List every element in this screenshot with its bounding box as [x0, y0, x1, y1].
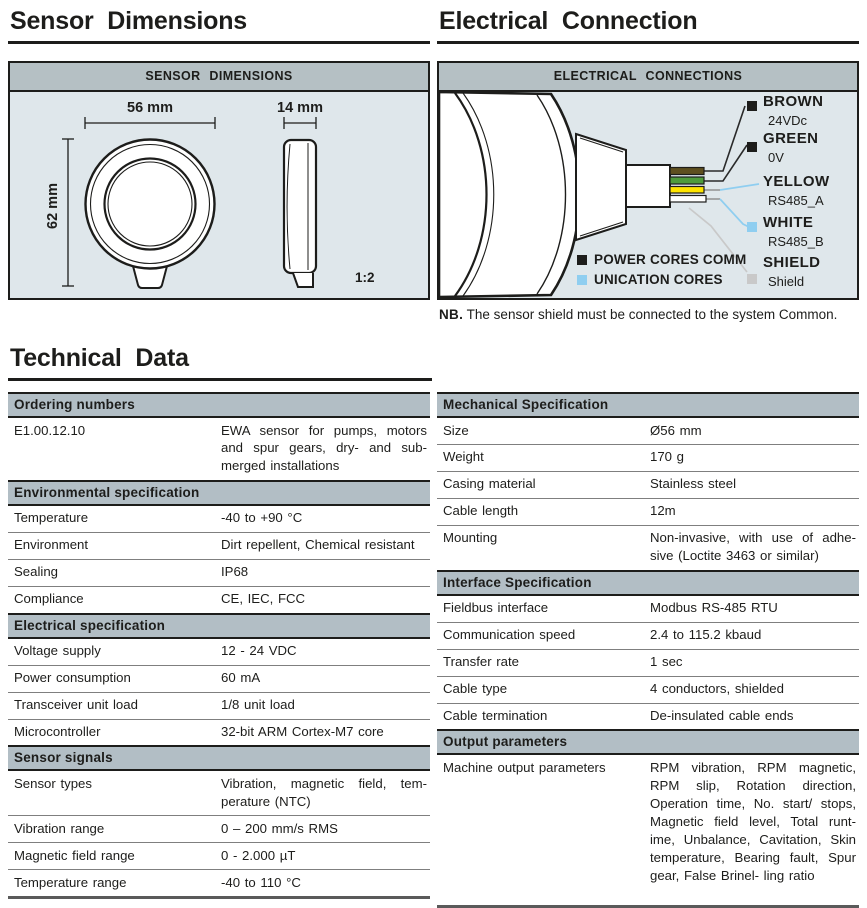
wire-label-green [763, 131, 855, 165]
spec-label: Weight [443, 449, 484, 465]
spec-section-header: Mechanical Specification [437, 392, 859, 418]
spec-value: 1/8 unit load [221, 697, 295, 713]
spec-value: 0 - 2.000 µT [221, 847, 296, 863]
spec-row [8, 842, 430, 869]
spec-row [437, 649, 859, 676]
spec-label: Temperature range [14, 874, 127, 890]
spec-row [437, 418, 859, 444]
wire-color-name: WHITE [763, 214, 814, 231]
spec-value: 0 – 200 mm/s RMS [221, 820, 338, 836]
spec-value: IP68 [221, 564, 249, 580]
spec-row [437, 703, 859, 730]
spec-value: 1 sec [650, 654, 683, 670]
shield-note-prefix: NB. [439, 307, 464, 322]
spec-row [8, 639, 430, 665]
sensor-dimensions-panel [8, 61, 430, 300]
dimension-width-label: 56 mm [127, 100, 173, 116]
wire-marker-square [747, 222, 757, 232]
spec-row [437, 525, 859, 570]
spec-value: 2.4 to 115.2 kbaud [650, 627, 762, 643]
legend-item [577, 272, 723, 287]
spec-label: Fieldbus interface [443, 600, 549, 616]
spec-row [8, 815, 430, 842]
shield-note-text: The sensor shield must be connected to the system Common. [466, 307, 838, 322]
spec-section-header: Output parameters [437, 729, 859, 755]
spec-section-header: Ordering numbers [8, 392, 430, 418]
spec-section-header: Sensor signals [8, 745, 430, 771]
wire-marker-square [747, 142, 757, 152]
sensor-dimensions-drawing [10, 92, 428, 298]
spec-row [437, 596, 859, 622]
spec-label: Mounting [443, 530, 498, 546]
spec-label: E1.00.12.10 [14, 422, 86, 438]
wire-marker-square [747, 101, 757, 111]
spec-value: RPM vibration, RPM magnetic, RPM slip, Rotation direction, Operation time, No. start/ stops, Magnetic field level, Total runt- ime, Unbalance, Cavitation, Skin temperature, Bearing fault, Spur gear, False Brinel- ling ratio [650, 759, 856, 883]
spec-row [8, 869, 430, 896]
spec-row [437, 622, 859, 649]
wire-color-name: SHIELD [763, 254, 821, 271]
wire-color-name: GREEN [763, 130, 819, 147]
wire-label-yellow [763, 174, 855, 208]
spec-label: Voltage supply [14, 643, 101, 659]
sensor-dimensions-column [8, 4, 430, 322]
electrical-connection-column [437, 4, 859, 322]
spec-row [8, 586, 430, 613]
spec-label: Cable type [443, 681, 508, 697]
spec-value: Dirt repellent, Chemical resistant [221, 537, 415, 553]
spec-value: CE, IEC, FCC [221, 591, 306, 607]
spec-row [8, 418, 430, 480]
spec-section-header: Environmental specification [8, 480, 430, 506]
spec-value: EWA sensor for pumps, motors and spur gears, dry- and sub- merged installations [221, 422, 427, 474]
spec-row [8, 665, 430, 692]
spec-label: Microcontroller [14, 724, 101, 740]
sensor-dimensions-heading: Sensor Dimensions [8, 4, 430, 44]
spec-section-header: Interface Specification [437, 570, 859, 596]
electrical-connections-panel-title: ELECTRICAL CONNECTIONS [439, 63, 857, 92]
spec-value: De-insulated cable ends [650, 708, 794, 724]
spec-row [8, 692, 430, 719]
spec-row [8, 506, 430, 532]
electrical-connections-drawing [439, 92, 857, 298]
wire-signal-name: RS485_A [768, 193, 824, 208]
legend-label: POWER CORES COMM [594, 252, 747, 267]
wire-marker-square [747, 274, 757, 284]
wire-color-name: BROWN [763, 93, 824, 110]
spec-row [437, 444, 859, 471]
spec-row [8, 532, 430, 559]
wire-color-name: YELLOW [763, 173, 830, 190]
spec-value: 12m [650, 503, 676, 519]
spec-row [8, 719, 430, 746]
spec-value: Non-invasive, with use of adhe- sive (Loctite 3463 or similar) [650, 530, 856, 564]
sensor-dimensions-panel-title: SENSOR DIMENSIONS [10, 63, 428, 92]
technical-data-heading: Technical Data [8, 341, 432, 381]
wire-signal-name: 24VDc [768, 113, 808, 128]
spec-value: -40 to +90 °C [221, 510, 303, 526]
spec-label: Vibration range [14, 820, 105, 836]
spec-label: Size [443, 422, 469, 438]
wire-label-brown [763, 94, 855, 128]
technical-data-section [8, 392, 859, 908]
spec-row [437, 676, 859, 703]
spec-label: Magnetic field range [14, 847, 135, 863]
legend-square-icon [577, 275, 587, 285]
technical-data-right-table [437, 392, 859, 908]
electrical-connections-panel [437, 61, 859, 300]
drawing-scale-label: 1:2 [355, 270, 375, 285]
spec-value: 4 conductors, shielded [650, 681, 784, 697]
electrical-connection-heading: Electrical Connection [437, 4, 859, 44]
sensor-drawing-graphic [10, 92, 428, 298]
spec-value: Ø56 mm [650, 422, 702, 438]
spec-value: Vibration, magnetic field, tem- perature (NTC) [221, 775, 427, 809]
spec-label: Cable length [443, 503, 519, 519]
spec-label: Cable termination [443, 708, 548, 724]
spec-label: Machine output parameters [443, 759, 606, 775]
dimension-thickness-label: 14 mm [277, 100, 323, 116]
wire-label-shield [763, 255, 855, 289]
spec-label: Temperature [14, 510, 89, 526]
legend-square-icon [577, 255, 587, 265]
spec-label: Casing material [443, 476, 536, 492]
spec-value: -40 to 110 °C [221, 874, 301, 890]
spec-label: Compliance [14, 591, 84, 607]
wire-signal-name: 0V [768, 150, 784, 165]
wire-signal-name: RS485_B [768, 234, 824, 249]
spec-row [437, 471, 859, 498]
spec-row [437, 498, 859, 525]
spec-row [437, 755, 859, 904]
shield-note [437, 307, 859, 322]
spec-label: Environment [14, 537, 89, 553]
spec-label: Transfer rate [443, 654, 519, 670]
spec-label: Sealing [14, 564, 58, 580]
top-section [8, 4, 859, 322]
spec-value: 170 g [650, 449, 685, 465]
spec-value: 12 - 24 VDC [221, 643, 297, 659]
spec-row [8, 771, 430, 815]
technical-data-left-table [8, 392, 430, 899]
spec-section-header: Electrical specification [8, 613, 430, 639]
wire-label-white [763, 215, 855, 249]
spec-value: Modbus RS-485 RTU [650, 600, 778, 616]
datasheet-page [8, 4, 859, 908]
legend-label: UNICATION CORES [594, 272, 723, 287]
spec-label: Power consumption [14, 670, 131, 686]
wire-signal-name: Shield [768, 274, 805, 289]
spec-label: Communication speed [443, 627, 576, 643]
spec-label: Transceiver unit load [14, 697, 138, 713]
dimension-height-label: 62 mm [45, 183, 61, 229]
legend-item [577, 252, 746, 267]
spec-label: Sensor types [14, 775, 92, 791]
spec-row [8, 559, 430, 586]
spec-value: 60 mA [221, 670, 261, 686]
spec-value: Stainless steel [650, 476, 737, 492]
spec-value: 32-bit ARM Cortex-M7 core [221, 724, 384, 740]
